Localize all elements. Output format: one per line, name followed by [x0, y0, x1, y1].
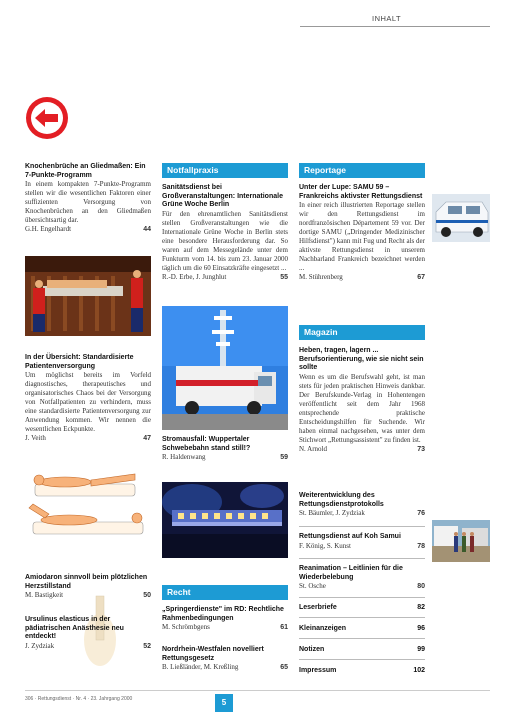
article-page: 76	[417, 510, 425, 517]
article-body: Für den ehrenamtlichen Sanitätsdienst stellen Großveranstaltungen wie die Internationale Grüne Woche in Berlin stets eine besondere Herausforderung dar. So waren auf dem Messegelände unter dem Funkturm vom 14. bis zum 23. Januar 2000 täglich um die 60 Einsatzkräfte eingesetzt ...	[162, 209, 288, 272]
toc-leserbriefe[interactable]	[299, 604, 425, 611]
article-reanimation[interactable]	[299, 565, 425, 591]
article-page: 52	[143, 642, 151, 650]
toc-impressum[interactable]	[299, 667, 425, 674]
article-nrw-rettungsgesetz[interactable]	[162, 646, 288, 672]
article-title: Unter der Lupe: SAMU 59 – Frankreichs aktivster Rettungsdienst	[299, 184, 423, 200]
back-arrow-icon[interactable]	[25, 96, 69, 140]
footer-rule	[25, 690, 490, 691]
article-ursulinus[interactable]	[25, 616, 151, 651]
article-title: Rettungsdienst auf Koh Samui	[299, 533, 401, 540]
article-author: N. Arnold	[299, 444, 327, 453]
article-samu59[interactable]	[299, 184, 425, 282]
section-rule	[299, 177, 425, 178]
header-label: INHALT	[372, 14, 402, 23]
photo-samu-van	[432, 194, 490, 242]
photo-schwebebahn-night	[162, 482, 288, 558]
footer-text: 306 · Rettungsdienst · Nr. 4 · 23. Jahrgang 2000	[25, 696, 133, 702]
article-author: M. Stührenberg	[299, 273, 343, 281]
photo-koh-samui	[432, 520, 490, 562]
article-page: 55	[280, 273, 288, 281]
section-rule	[299, 339, 425, 340]
article-author: R.-D. Erbe, J. Junghlut	[162, 272, 227, 281]
article-author: M. Bastigkeit	[25, 591, 64, 599]
article-body: Um möglichst bereits im Vorfeld diagnostisches, therapeutisches und organisatorisches Chaos bei der Versorgung von Notfallpatienten zu verhindern, muss eine standardisierte Patientenversorgung zur Anwendung kommen. Wir nennen die wesentlichen Eckpunkte.	[25, 371, 151, 433]
divider	[299, 638, 425, 639]
article-title: Nordrhein-Westfalen novelliert Rettungsgesetz	[162, 646, 264, 662]
article-body: Wenn es um die Berufswahl geht, ist man stets für jeden praktischen Hinweis dankbar. Der Berufskunde-Verlag in Hohentengen veröffentlicht seit dem Jahr 1968 entsprechende praktische Entscheidungshilfen für Suchende. Wir haben einmal nachgesehen, was unter dem Stichwort „Rettungsassistent" zu finden ist.	[299, 372, 425, 444]
article-page: 59	[280, 454, 288, 461]
page-number: 5	[215, 694, 233, 712]
article-author: St. Osche	[299, 582, 326, 590]
toc-notizen[interactable]	[299, 646, 425, 653]
article-page: 78	[417, 542, 425, 550]
article-title: Ursulinus elasticus in der pädiatrischen Anästhesie neu entdeckt!	[25, 616, 124, 640]
section-rule	[162, 177, 288, 178]
article-rettungsdienstprotokoll[interactable]	[299, 492, 425, 518]
article-title: Sanitätsdienst bei Großveranstaltungen: Internationale Grüne Woche Berlin	[162, 184, 283, 208]
article-title: Reanimation – Leitlinien für die Wiederbelebung	[299, 565, 403, 581]
section-header-reportage: Reportage	[299, 163, 425, 177]
section-header-recht: Recht	[162, 585, 288, 599]
article-knochenbrueche[interactable]	[25, 163, 151, 234]
toc-label: Impressum	[299, 667, 337, 674]
article-title: Stromausfall: Wuppertaler Schwebebahn stand still!?	[162, 436, 251, 452]
article-author: B. Ließländer, M. Kreßling	[162, 663, 239, 671]
article-page: 50	[143, 592, 151, 599]
section-rule	[162, 599, 288, 600]
toc-page: 99	[417, 646, 425, 653]
photo-stretcher	[25, 256, 151, 336]
article-stromausfall[interactable]	[162, 436, 288, 462]
article-heben-tragen[interactable]	[299, 347, 425, 454]
article-author: J. Veith	[25, 434, 46, 442]
toc-label: Leserbriefe	[299, 604, 337, 611]
article-sanitaetsdienst[interactable]	[162, 184, 288, 282]
article-page: 65	[280, 664, 288, 671]
article-title: „Springerdienste" im RD: Rechtliche Rahmenbedingungen	[162, 606, 284, 622]
toc-kleinanzeigen[interactable]	[299, 625, 425, 632]
divider	[299, 617, 425, 618]
article-title: Amiodaron sinnvoll beim plötzlichen Herzstillstand	[25, 574, 148, 590]
article-author: M. Schrömbgens	[162, 623, 210, 631]
illustration-patient-positioning	[25, 470, 151, 550]
article-title: Weiterentwicklung des Rettungsdienstprotokolls	[299, 492, 384, 508]
page-header	[300, 14, 490, 23]
article-body: In einer reich illustrierten Reportage stellen wir den Rettungsdienst im nordfranzösischen Département 59 vor. Der dortige SAMU („Dringender Medizinischer Hilfsdienst") kann mit Fug und Recht als der aktivste Rettungsdienst in unserem Nachbarland Frankreich bezeichnet werden ...	[299, 201, 425, 272]
article-page: 44	[143, 226, 151, 233]
article-author: J. Zydziak	[25, 641, 55, 650]
divider	[299, 597, 425, 598]
photo-ambulance-tower	[162, 306, 288, 430]
toc-label: Notizen	[299, 646, 325, 653]
divider	[299, 659, 425, 660]
divider	[299, 526, 425, 527]
article-page: 73	[417, 445, 425, 453]
article-title: Knochenbrüche an Gliedmaßen: Ein 7-Punkte-Programm	[25, 163, 146, 179]
toc-page: 82	[417, 604, 425, 611]
article-springerdienste[interactable]	[162, 606, 288, 632]
article-author: R. Haldenwang	[162, 453, 206, 461]
article-author: St. Bäumler, J. Zydziak	[299, 509, 365, 517]
divider	[299, 558, 425, 559]
section-header-magazin: Magazin	[299, 325, 425, 339]
section-header-notfallpraxis: Notfallpraxis	[162, 163, 288, 177]
article-body: In einem kompakten 7-Punkte-Programm stellen wir die wesentlichen Faktoren einer suffizienten Versorgung von Knochenbrüchen an den Gliedmaßen übersichtsartig dar.	[25, 180, 151, 224]
article-page: 80	[417, 583, 425, 590]
toc-label: Kleinanzeigen	[299, 625, 347, 632]
article-standardisierte-versorgung[interactable]	[25, 354, 151, 443]
article-page: 67	[417, 274, 425, 281]
article-page: 47	[143, 435, 151, 442]
header-rule	[300, 26, 490, 27]
toc-page: 102	[413, 667, 425, 674]
article-title: Heben, tragen, lagern ... Berufsorientierung, wie sie nicht sein sollte	[299, 347, 424, 371]
article-author: G.H. Engelhardt	[25, 225, 72, 233]
article-koh-samui[interactable]	[299, 533, 425, 551]
article-page: 61	[280, 624, 288, 631]
article-title: In der Übersicht: Standardisierte Patientenversorgung	[25, 354, 134, 370]
article-author: F. König, S. Kunst	[299, 541, 351, 550]
toc-page: 96	[417, 625, 425, 632]
